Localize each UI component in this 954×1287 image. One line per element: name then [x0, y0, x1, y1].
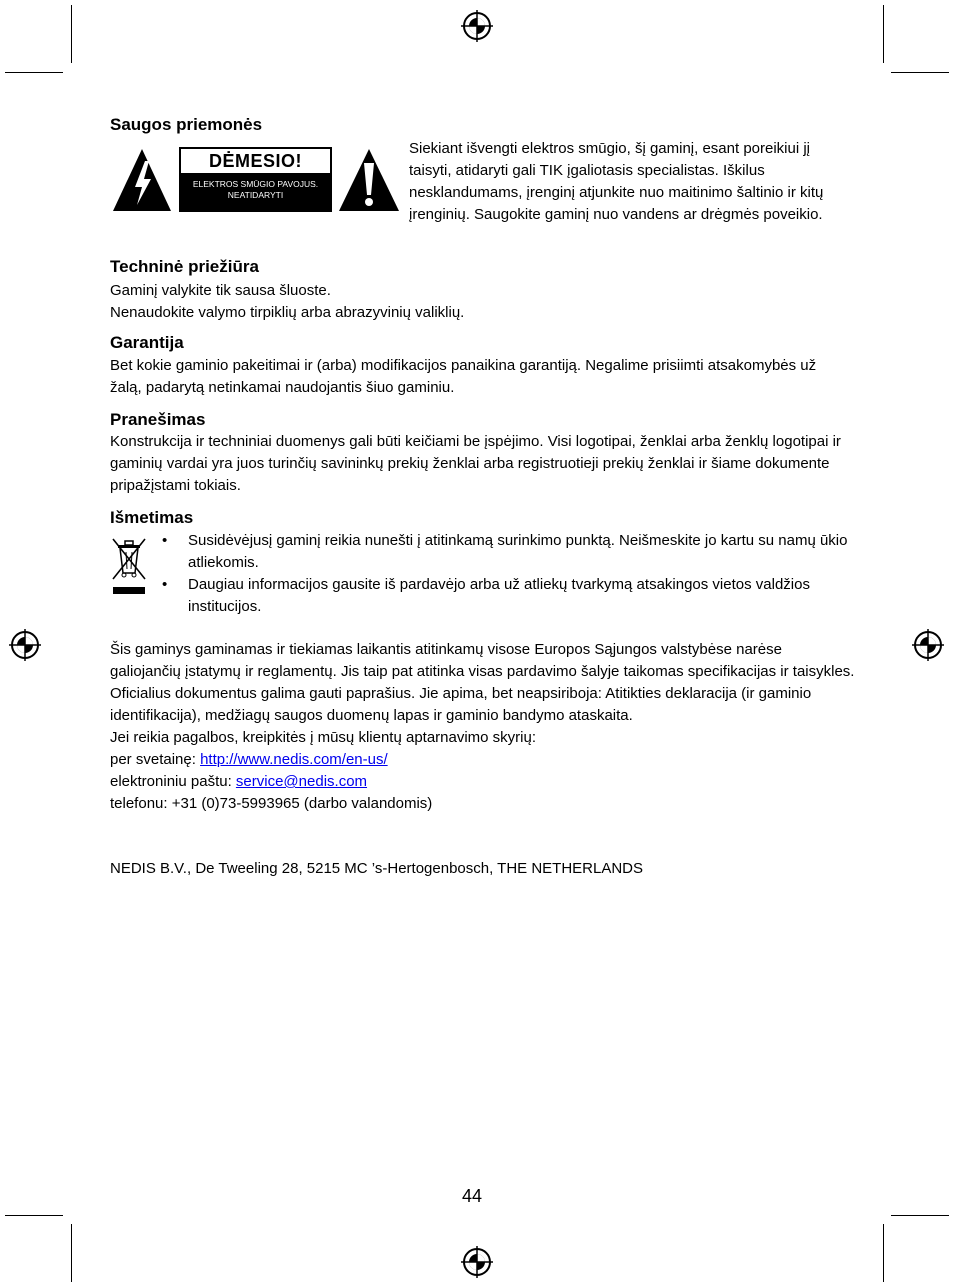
- maintenance-text: [110, 280, 850, 324]
- caution-label-title: DĖMESIO!: [181, 149, 330, 173]
- disposal-bullet: • Daugiau informacijos gausite iš pardavėjo arba už atliekų tvarkymą atsakingos vietos valdžios institucijos.: [162, 574, 852, 618]
- registration-mark-icon: [461, 10, 493, 42]
- crop-mark: [891, 1215, 949, 1216]
- crop-mark: [5, 1215, 63, 1216]
- compliance-paragraph: Šis gaminys gaminamas ir tiekiamas laikantis atitinkamų visose Europos Sąjungos valstybėse narėse galiojančių įstatymų ir reglamentų. Jis taip pat atitinka visas pardavimo šalyje taikomas specifikacijas ir taisykles.: [110, 641, 855, 680]
- compliance-text: [110, 639, 855, 815]
- disposal-heading: Išmetimas: [110, 508, 194, 527]
- crop-mark: [891, 72, 949, 73]
- registration-mark-icon: [912, 629, 944, 661]
- safety-text: Siekiant išvengti elektros smūgio, šį gaminį, esant poreikiui jį taisyti, atidaryti gali TIK įgaliotasis specialistas. Iškilus nesklandumams, įrenginį atjunkite nuo maitinimo šaltinio ir kitų įrenginių. Saugokite gaminį nuo vandens ar drėgmės poveikio.: [409, 140, 824, 223]
- exclamation-warning-icon: [337, 147, 401, 213]
- warranty-heading: Garantija: [110, 333, 184, 352]
- phone-line: telefonu: +31 (0)73-5993965 (darbo valandomis): [110, 795, 433, 812]
- notice-text: Konstrukcija ir techniniai duomenys gali būti keičiami be įspėjimo. Visi logotipai, ženklai arba ženklų logotipai ir gaminių vardai yra juos turinčių savininkų prekių ženklai arba registruotieji prekių ženklai ir šiame dokumente pripažįstami tokiais.: [110, 433, 841, 494]
- disposal-bullet: • Susidėvėjusį gaminį reikia nunešti į atitinkamą surinkimo punktą. Neišmeskite jo kartu su namų ūkio atliekomis.: [162, 530, 852, 574]
- caution-label: [179, 147, 332, 212]
- caution-label-line: ELEKTROS SMŪGIO PAVOJUS.: [192, 179, 319, 189]
- maintenance-line: Nenaudokite valymo tirpiklių arba abrazyvinių valiklių.: [110, 304, 465, 321]
- crop-mark: [71, 5, 72, 63]
- compliance-paragraph: Oficialius dokumentus galima gauti paprašius. Jie apima, bet neapsiriboja: Atitikties deklaracija (ir gaminio identifikacija), medžiagų saugos duomenų lapas ir gaminio bandymo ataskaita.: [110, 685, 812, 724]
- warranty-text: Bet kokie gaminio pakeitimai ir (arba) modifikacijos panaikina garantiją. Negalime prisiimti atsakomybės už žalą, padarytą netinkamai naudojantis šiuo gaminiu.: [110, 357, 817, 396]
- crop-mark: [883, 5, 884, 63]
- website-line: [110, 749, 855, 771]
- notice-heading: Pranešimas: [110, 410, 206, 429]
- company-address: NEDIS B.V., De Tweeling 28, 5215 MC ’s-Hertogenbosch, THE NETHERLANDS: [110, 860, 644, 877]
- compliance-paragraph: Jei reikia pagalbos, kreipkitės į mūsų klientų aptarnavimo skyrių:: [110, 729, 537, 746]
- crop-mark: [5, 72, 63, 73]
- disposal-list: [162, 530, 852, 618]
- registration-mark-icon: [9, 629, 41, 661]
- electric-shock-warning-icon: [111, 147, 173, 213]
- registration-mark-icon: [461, 1246, 493, 1278]
- weee-bin-icon: [110, 535, 148, 597]
- caution-label-text: [180, 179, 331, 201]
- maintenance-heading: Techninė priežiūra: [110, 257, 259, 276]
- email-line: [110, 771, 855, 793]
- website-link[interactable]: http://www.nedis.com/en-us/: [200, 751, 388, 768]
- website-label: per svetainę:: [110, 751, 201, 768]
- maintenance-line: Gaminį valykite tik sausa šluoste.: [110, 282, 331, 299]
- crop-mark: [71, 1224, 72, 1282]
- email-label: elektroniniu paštu:: [110, 773, 236, 790]
- email-link[interactable]: service@nedis.com: [235, 773, 368, 790]
- safety-heading: Saugos priemonės: [110, 115, 263, 134]
- crop-mark: [883, 1224, 884, 1282]
- page-number: 44: [462, 1186, 483, 1206]
- caution-label-line: NEATIDARYTI: [227, 190, 284, 200]
